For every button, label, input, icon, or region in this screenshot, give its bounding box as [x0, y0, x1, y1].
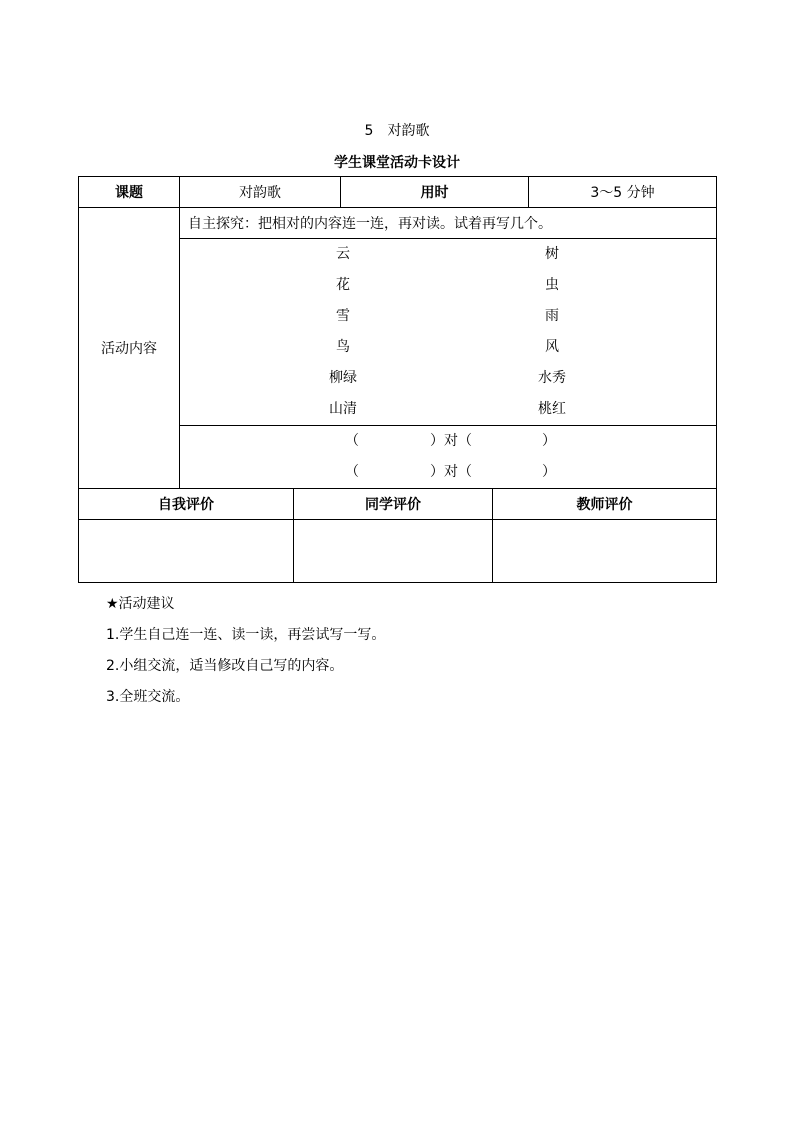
pair-right-word: 虫	[545, 277, 559, 293]
blank-close: ）	[542, 464, 556, 480]
time-value: 3～5 分钟	[529, 177, 717, 208]
peer-eval-label: 同学评价	[294, 489, 493, 520]
activity-suggestions	[106, 594, 385, 718]
lesson-title: 5 对韵歌	[364, 123, 430, 139]
blank-row	[180, 457, 716, 488]
blank-close: ）	[542, 433, 556, 449]
pair-right-word: 风	[545, 339, 559, 355]
teacher-eval-label: 教师评价	[493, 489, 717, 520]
pair-row	[180, 239, 716, 270]
blanks-list	[180, 426, 716, 488]
activity-label: 活动内容	[79, 208, 180, 489]
pair-left-word: 山清	[329, 401, 357, 417]
pair-right-word: 桃红	[538, 401, 566, 417]
pair-row	[180, 332, 716, 363]
blank-open: （	[345, 433, 359, 449]
blank-open: （	[345, 464, 359, 480]
self-eval-box[interactable]	[79, 520, 294, 583]
time-label: 用时	[341, 177, 529, 208]
peer-eval-box[interactable]	[294, 520, 493, 583]
pair-left-word: 鸟	[336, 339, 350, 355]
pair-left-word: 花	[336, 277, 350, 293]
pair-left-word: 云	[336, 246, 350, 262]
pair-row	[180, 301, 716, 332]
activity-instruction: 自主探究：把相对的内容连一连，再对读。试着再写几个。	[180, 208, 717, 239]
pair-left-word: 柳绿	[329, 370, 357, 386]
pair-right-word: 水秀	[538, 370, 566, 386]
suggestion-item: 3.全班交流。	[106, 689, 190, 705]
pair-row	[180, 363, 716, 394]
pair-right-word: 树	[545, 246, 559, 262]
self-eval-label: 自我评价	[79, 489, 294, 520]
pair-row	[180, 394, 716, 425]
pairs-list	[180, 239, 716, 425]
teacher-eval-box[interactable]	[493, 520, 717, 583]
pair-row	[180, 270, 716, 301]
card-title: 学生课堂活动卡设计	[334, 155, 460, 171]
blank-mid: ）对（	[430, 433, 472, 449]
blank-mid: ）对（	[430, 464, 472, 480]
activity-card-table	[78, 176, 717, 583]
suggestions-heading: ★活动建议	[106, 596, 175, 612]
topic-label: 课题	[79, 177, 180, 208]
blank-row	[180, 426, 716, 457]
suggestion-item: 2.小组交流，适当修改自己写的内容。	[106, 658, 344, 674]
topic-value: 对韵歌	[180, 177, 341, 208]
pair-right-word: 雨	[545, 308, 559, 324]
suggestion-item: 1.学生自己连一连、读一读，再尝试写一写。	[106, 627, 386, 643]
pairs-cell	[180, 239, 717, 426]
blanks-cell	[180, 426, 717, 489]
pair-left-word: 雪	[336, 308, 350, 324]
